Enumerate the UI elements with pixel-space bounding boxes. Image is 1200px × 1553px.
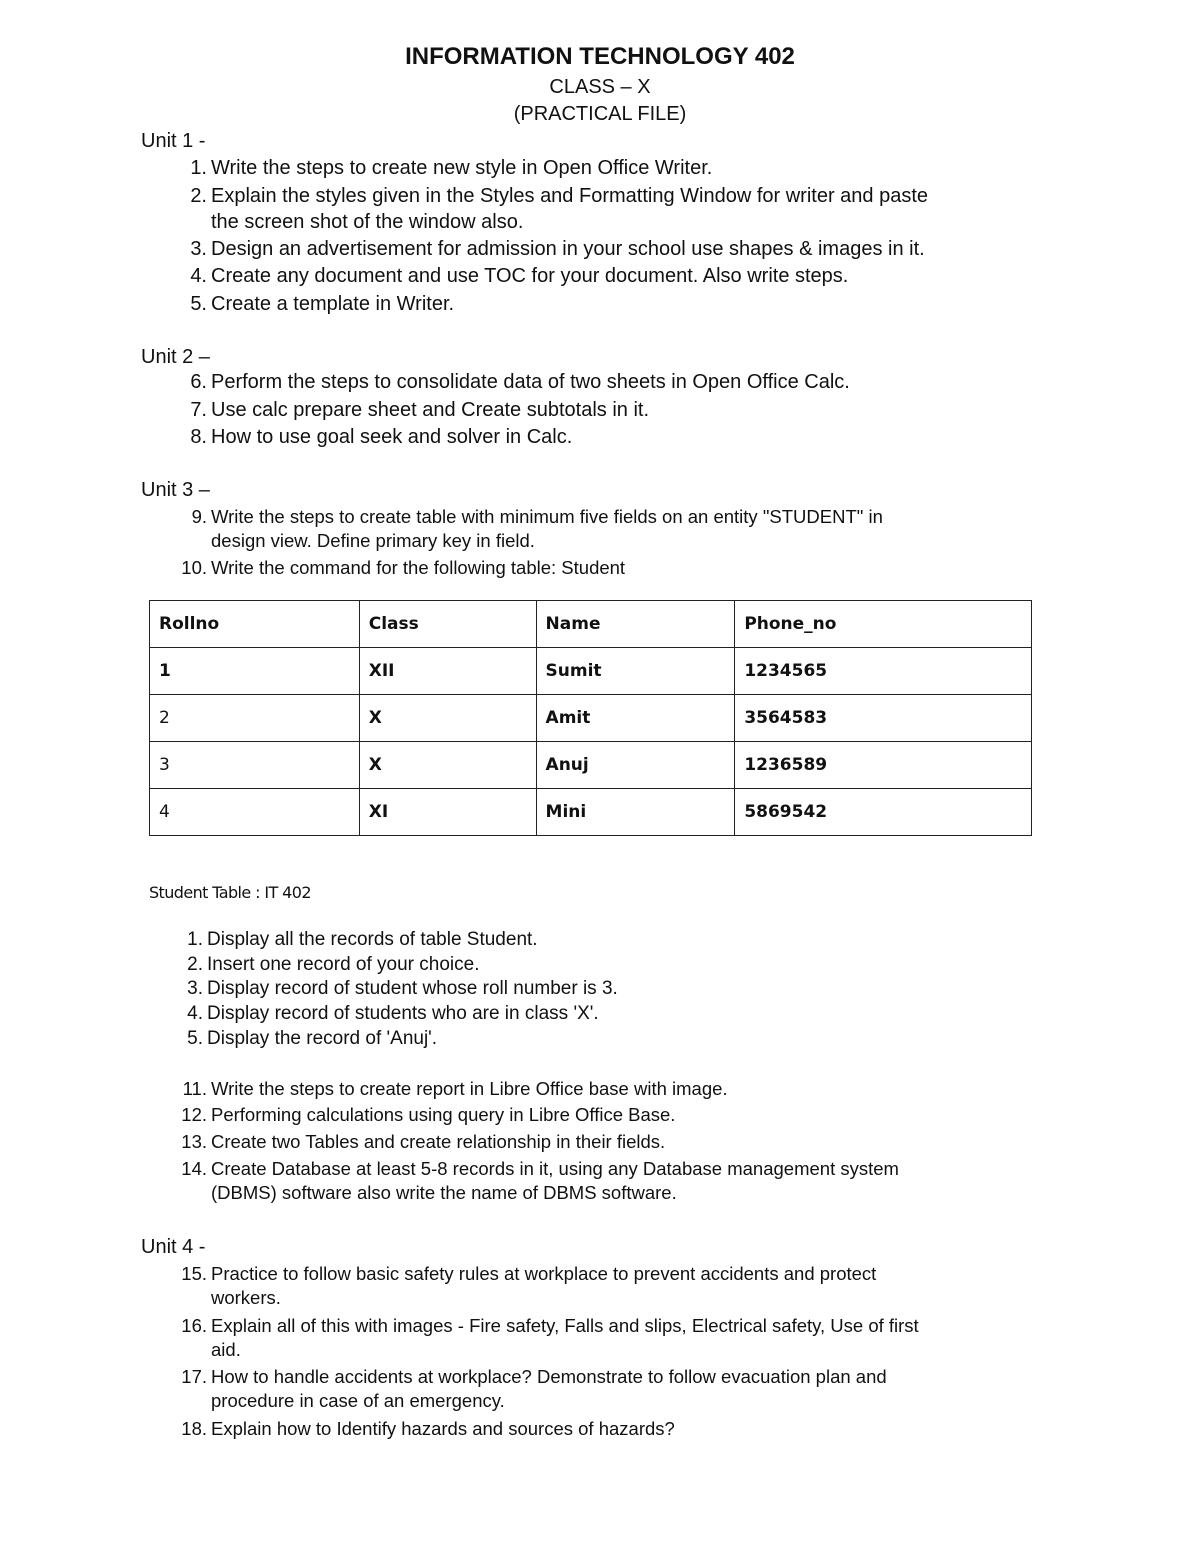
document-title: INFORMATION TECHNOLOGY 402 [405,43,795,70]
table-caption: Student Table : IT 402 [149,883,311,902]
item-text: Create any document and use TOC for your document. Also write steps. [211,265,849,287]
table-cell: X [359,742,536,789]
table-cell: Mini [536,789,735,836]
item-text: Performing calculations using query in Libre Office Base. [211,1104,676,1125]
item-number: 17. [181,1366,207,1387]
item-text: design view. Define primary key in field. [211,530,535,551]
item-text: Perform the steps to consolidate data of two sheets in Open Office Calc. [211,371,850,393]
list-item [181,1130,1081,1154]
query-text: Display record of students who are in class 'X'. [207,1003,599,1024]
table-row [150,648,1032,695]
query-text: Display the record of 'Anuj'. [207,1028,438,1049]
query-text: Display all the records of table Student. [207,929,538,950]
item-number: 15. [181,1263,207,1284]
query-number: 2. [187,954,203,975]
list-item [191,505,1081,553]
list-item [181,1365,1081,1413]
list-item [181,1417,1081,1441]
table-row [150,695,1032,742]
item-text: Explain how to Identify hazards and sources of hazards? [211,1418,675,1439]
list-item [190,236,1081,262]
item-number: 1. [190,157,207,179]
item-text: Create Database at least 5-8 records in it, using any Database management system [211,1158,899,1179]
item-number: 3. [190,238,207,260]
item-text: Explain all of this with images - Fire safety, Falls and slips, Electrical safety, Use of first [211,1315,919,1336]
query-item [187,1026,438,1051]
list-item [190,369,1081,395]
item-number: 6. [190,371,207,393]
table-cell: 1236589 [735,742,1032,789]
query-text: Display record of student whose roll number is 3. [207,978,618,999]
item-text: Design an advertisement for admission in your school use shapes & images in it. [211,238,925,260]
item-number: 4. [190,265,207,287]
item-text: Create a template in Writer. [211,293,455,315]
item-text: procedure in case of an emergency. [211,1390,505,1411]
list-item [190,397,1081,423]
item-text: Explain the styles given in the Styles and Formatting Window for writer and paste [211,185,929,207]
table-cell: 2 [150,695,360,742]
item-text: Write the command for the following table: Student [211,557,626,578]
item-text: (DBMS) software also write the name of DBMS software. [211,1182,677,1203]
item-text: How to handle accidents at workplace? Demonstrate to follow evacuation plan and [211,1366,887,1387]
class-line: CLASS – X [549,76,651,98]
query-text: Insert one record of your choice. [207,954,480,975]
list-item [181,1103,1081,1127]
table-row [150,742,1032,789]
list-item [181,1314,1081,1362]
table-cell: Anuj [536,742,735,789]
unit3-heading: Unit 3 – [141,479,210,501]
item-number: 9. [191,506,207,527]
item-number: 2. [190,185,207,207]
item-text: Write the steps to create report in Libre Office base with image. [211,1078,728,1099]
query-number: 3. [187,978,203,999]
header-cell: Rollno [150,601,360,648]
item-number: 14. [181,1158,207,1179]
item-text: aid. [211,1339,241,1360]
item-text: Create two Tables and create relationship in their fields. [211,1131,666,1152]
item-text: Write the steps to create table with minimum five fields on an entity "STUDENT" in [211,506,883,527]
header-cell: Class [359,601,536,648]
query-number: 1. [187,929,203,950]
item-text: Practice to follow basic safety rules at workplace to prevent accidents and protect [211,1263,877,1284]
table-cell: Amit [536,695,735,742]
item-text: workers. [211,1287,281,1308]
unit4-heading: Unit 4 - [141,1236,206,1258]
item-number: 10. [181,557,207,578]
query-item [187,927,538,952]
list-item [182,1077,1081,1101]
list-item [190,424,1081,450]
item-text: the screen shot of the window also. [211,211,524,233]
query-number: 5. [187,1028,203,1049]
table-header-row [150,601,1032,648]
query-item [187,1001,599,1026]
query-item [187,976,618,1001]
list-item [181,1262,1081,1310]
item-number: 5. [190,293,207,315]
item-text: How to use goal seek and solver in Calc. [211,426,573,448]
item-number: 16. [181,1315,207,1336]
list-item [190,263,1081,289]
item-number: 7. [190,399,207,421]
list-item [181,1157,1081,1205]
item-number: 18. [181,1418,207,1439]
table-cell: X [359,695,536,742]
table-cell: 4 [150,789,360,836]
item-text: Write the steps to create new style in Open Office Writer. [211,157,713,179]
query-number: 4. [187,1003,203,1024]
unit1-heading: Unit 1 - [141,130,206,152]
table-cell: 5869542 [735,789,1032,836]
list-item [190,183,1081,235]
table-cell: XI [359,789,536,836]
header-cell: Name [536,601,735,648]
list-item [190,291,1081,317]
item-number: 12. [181,1104,207,1125]
table-cell: 3564583 [735,695,1032,742]
practical-file-line: (PRACTICAL FILE) [513,103,687,125]
item-number: 11. [182,1078,207,1099]
table-cell: 1 [150,648,360,695]
table-row [150,789,1032,836]
unit2-heading: Unit 2 – [141,346,210,368]
list-item [181,556,1081,580]
table-cell: Sumit [536,648,735,695]
item-text: Use calc prepare sheet and Create subtotals in it. [211,399,650,421]
item-number: 8. [190,426,207,448]
student-table [149,600,1032,836]
item-number: 13. [181,1131,207,1152]
table-cell: 3 [150,742,360,789]
table-cell: 1234565 [735,648,1032,695]
table-cell: XII [359,648,536,695]
query-item [187,952,480,977]
list-item [190,155,1081,181]
header-cell: Phone_no [735,601,1032,648]
